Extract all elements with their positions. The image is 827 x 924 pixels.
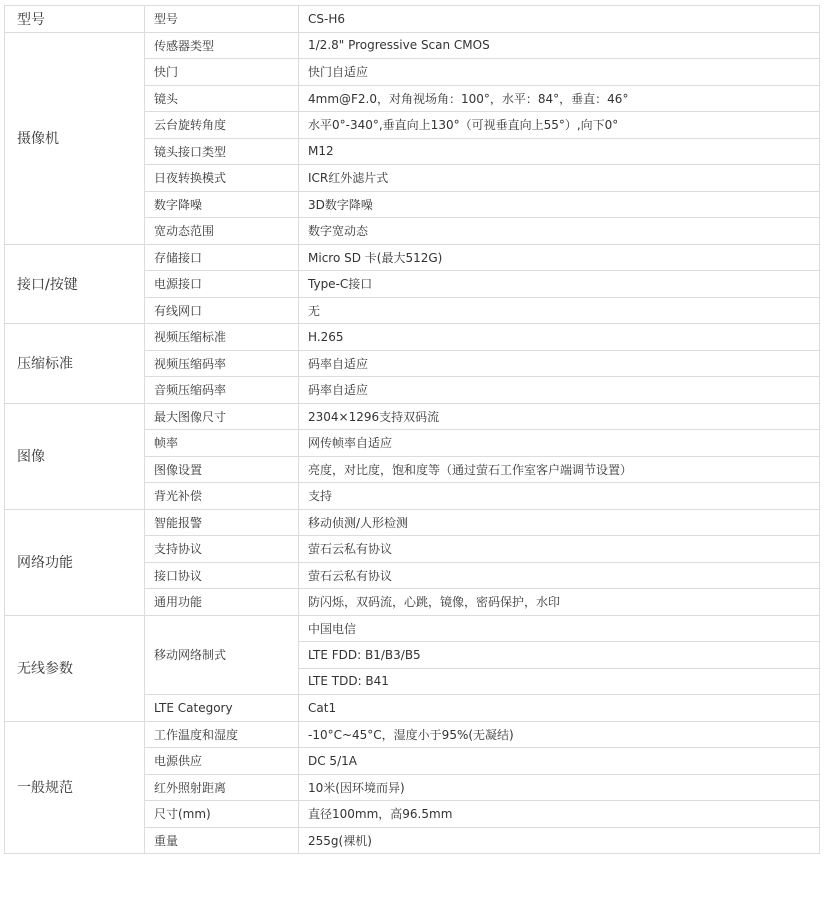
- spec-label-cell: 工作温度和湿度: [145, 721, 299, 748]
- spec-value-cell: LTE FDD: B1/B3/B5: [299, 642, 820, 669]
- spec-label-cell: 红外照射距离: [145, 774, 299, 801]
- spec-value-cell: 无: [299, 297, 820, 324]
- category-cell: 无线参数: [5, 615, 145, 721]
- spec-value-cell: 中国电信: [299, 615, 820, 642]
- spec-value-cell: LTE TDD: B41: [299, 668, 820, 695]
- spec-label-cell: 传感器类型: [145, 32, 299, 59]
- spec-value-cell: Type-C接口: [299, 271, 820, 298]
- spec-value-cell: 亮度，对比度，饱和度等（通过萤石工作室客户端调节设置）: [299, 456, 820, 483]
- spec-value-cell: M12: [299, 138, 820, 165]
- spec-value-cell: 支持: [299, 483, 820, 510]
- table-row: [5, 244, 820, 271]
- spec-value-cell: 直径100mm，高96.5mm: [299, 801, 820, 828]
- table-row: [5, 721, 820, 748]
- spec-label-cell: 宽动态范围: [145, 218, 299, 245]
- spec-value-cell: 萤石云私有协议: [299, 536, 820, 563]
- spec-value-cell: 网传帧率自适应: [299, 430, 820, 457]
- spec-value-cell: 移动侦测/人形检测: [299, 509, 820, 536]
- spec-label-cell: 云台旋转角度: [145, 112, 299, 139]
- spec-label-cell: 存储接口: [145, 244, 299, 271]
- spec-label-cell: 型号: [145, 6, 299, 33]
- spec-label-cell: 最大图像尺寸: [145, 403, 299, 430]
- spec-label-cell: 有线网口: [145, 297, 299, 324]
- spec-label-cell: 视频压缩码率: [145, 350, 299, 377]
- spec-label-cell: 背光补偿: [145, 483, 299, 510]
- spec-label-cell: 快门: [145, 59, 299, 86]
- table-row: [5, 32, 820, 59]
- spec-value-cell: 1/2.8" Progressive Scan CMOS: [299, 32, 820, 59]
- spec-label-cell: 镜头接口类型: [145, 138, 299, 165]
- table-row: [5, 615, 820, 642]
- spec-value-cell: 3D数字降噪: [299, 191, 820, 218]
- category-cell: 图像: [5, 403, 145, 509]
- spec-value-cell: 防闪烁，双码流，心跳，镜像，密码保护，水印: [299, 589, 820, 616]
- category-cell: 压缩标准: [5, 324, 145, 404]
- table-row: [5, 403, 820, 430]
- spec-value-cell: CS-H6: [299, 6, 820, 33]
- spec-label-cell: 重量: [145, 827, 299, 854]
- spec-label-cell: 尺寸(mm): [145, 801, 299, 828]
- spec-label-cell: 支持协议: [145, 536, 299, 563]
- category-cell: 摄像机: [5, 32, 145, 244]
- spec-label-cell: 日夜转换模式: [145, 165, 299, 192]
- spec-value-cell: 255g(裸机): [299, 827, 820, 854]
- spec-value-cell: 10米(因环境而异): [299, 774, 820, 801]
- spec-label-cell: 镜头: [145, 85, 299, 112]
- spec-label-cell: 帧率: [145, 430, 299, 457]
- spec-label-cell: 智能报警: [145, 509, 299, 536]
- spec-label-cell: 移动网络制式: [145, 615, 299, 695]
- spec-label-cell: 通用功能: [145, 589, 299, 616]
- spec-value-cell: 2304×1296支持双码流: [299, 403, 820, 430]
- spec-label-cell: 音频压缩码率: [145, 377, 299, 404]
- spec-label-cell: 电源接口: [145, 271, 299, 298]
- spec-value-cell: H.265: [299, 324, 820, 351]
- category-cell: 接口/按键: [5, 244, 145, 324]
- spec-value-cell: 数字宽动态: [299, 218, 820, 245]
- spec-table: [4, 5, 820, 854]
- spec-value-cell: DC 5/1A: [299, 748, 820, 775]
- category-cell: 网络功能: [5, 509, 145, 615]
- category-cell: 型号: [5, 6, 145, 33]
- spec-label-cell: 电源供应: [145, 748, 299, 775]
- spec-value-cell: Cat1: [299, 695, 820, 722]
- spec-value-cell: 码率自适应: [299, 377, 820, 404]
- spec-value-cell: -10°C~45°C，湿度小于95%(无凝结): [299, 721, 820, 748]
- table-row: [5, 324, 820, 351]
- spec-label-cell: LTE Category: [145, 695, 299, 722]
- spec-table-body: [5, 6, 820, 854]
- table-row: [5, 509, 820, 536]
- category-cell: 一般规范: [5, 721, 145, 854]
- spec-value-cell: 萤石云私有协议: [299, 562, 820, 589]
- spec-value-cell: ICR红外滤片式: [299, 165, 820, 192]
- spec-value-cell: 水平0°-340°,垂直向上130°（可视垂直向上55°）,向下0°: [299, 112, 820, 139]
- spec-label-cell: 图像设置: [145, 456, 299, 483]
- spec-value-cell: 4mm@F2.0，对角视场角：100°，水平：84°，垂直：46°: [299, 85, 820, 112]
- spec-label-cell: 视频压缩标准: [145, 324, 299, 351]
- spec-value-cell: Micro SD 卡(最大512G): [299, 244, 820, 271]
- spec-value-cell: 码率自适应: [299, 350, 820, 377]
- spec-label-cell: 接口协议: [145, 562, 299, 589]
- table-row: [5, 6, 820, 33]
- spec-label-cell: 数字降噪: [145, 191, 299, 218]
- spec-value-cell: 快门自适应: [299, 59, 820, 86]
